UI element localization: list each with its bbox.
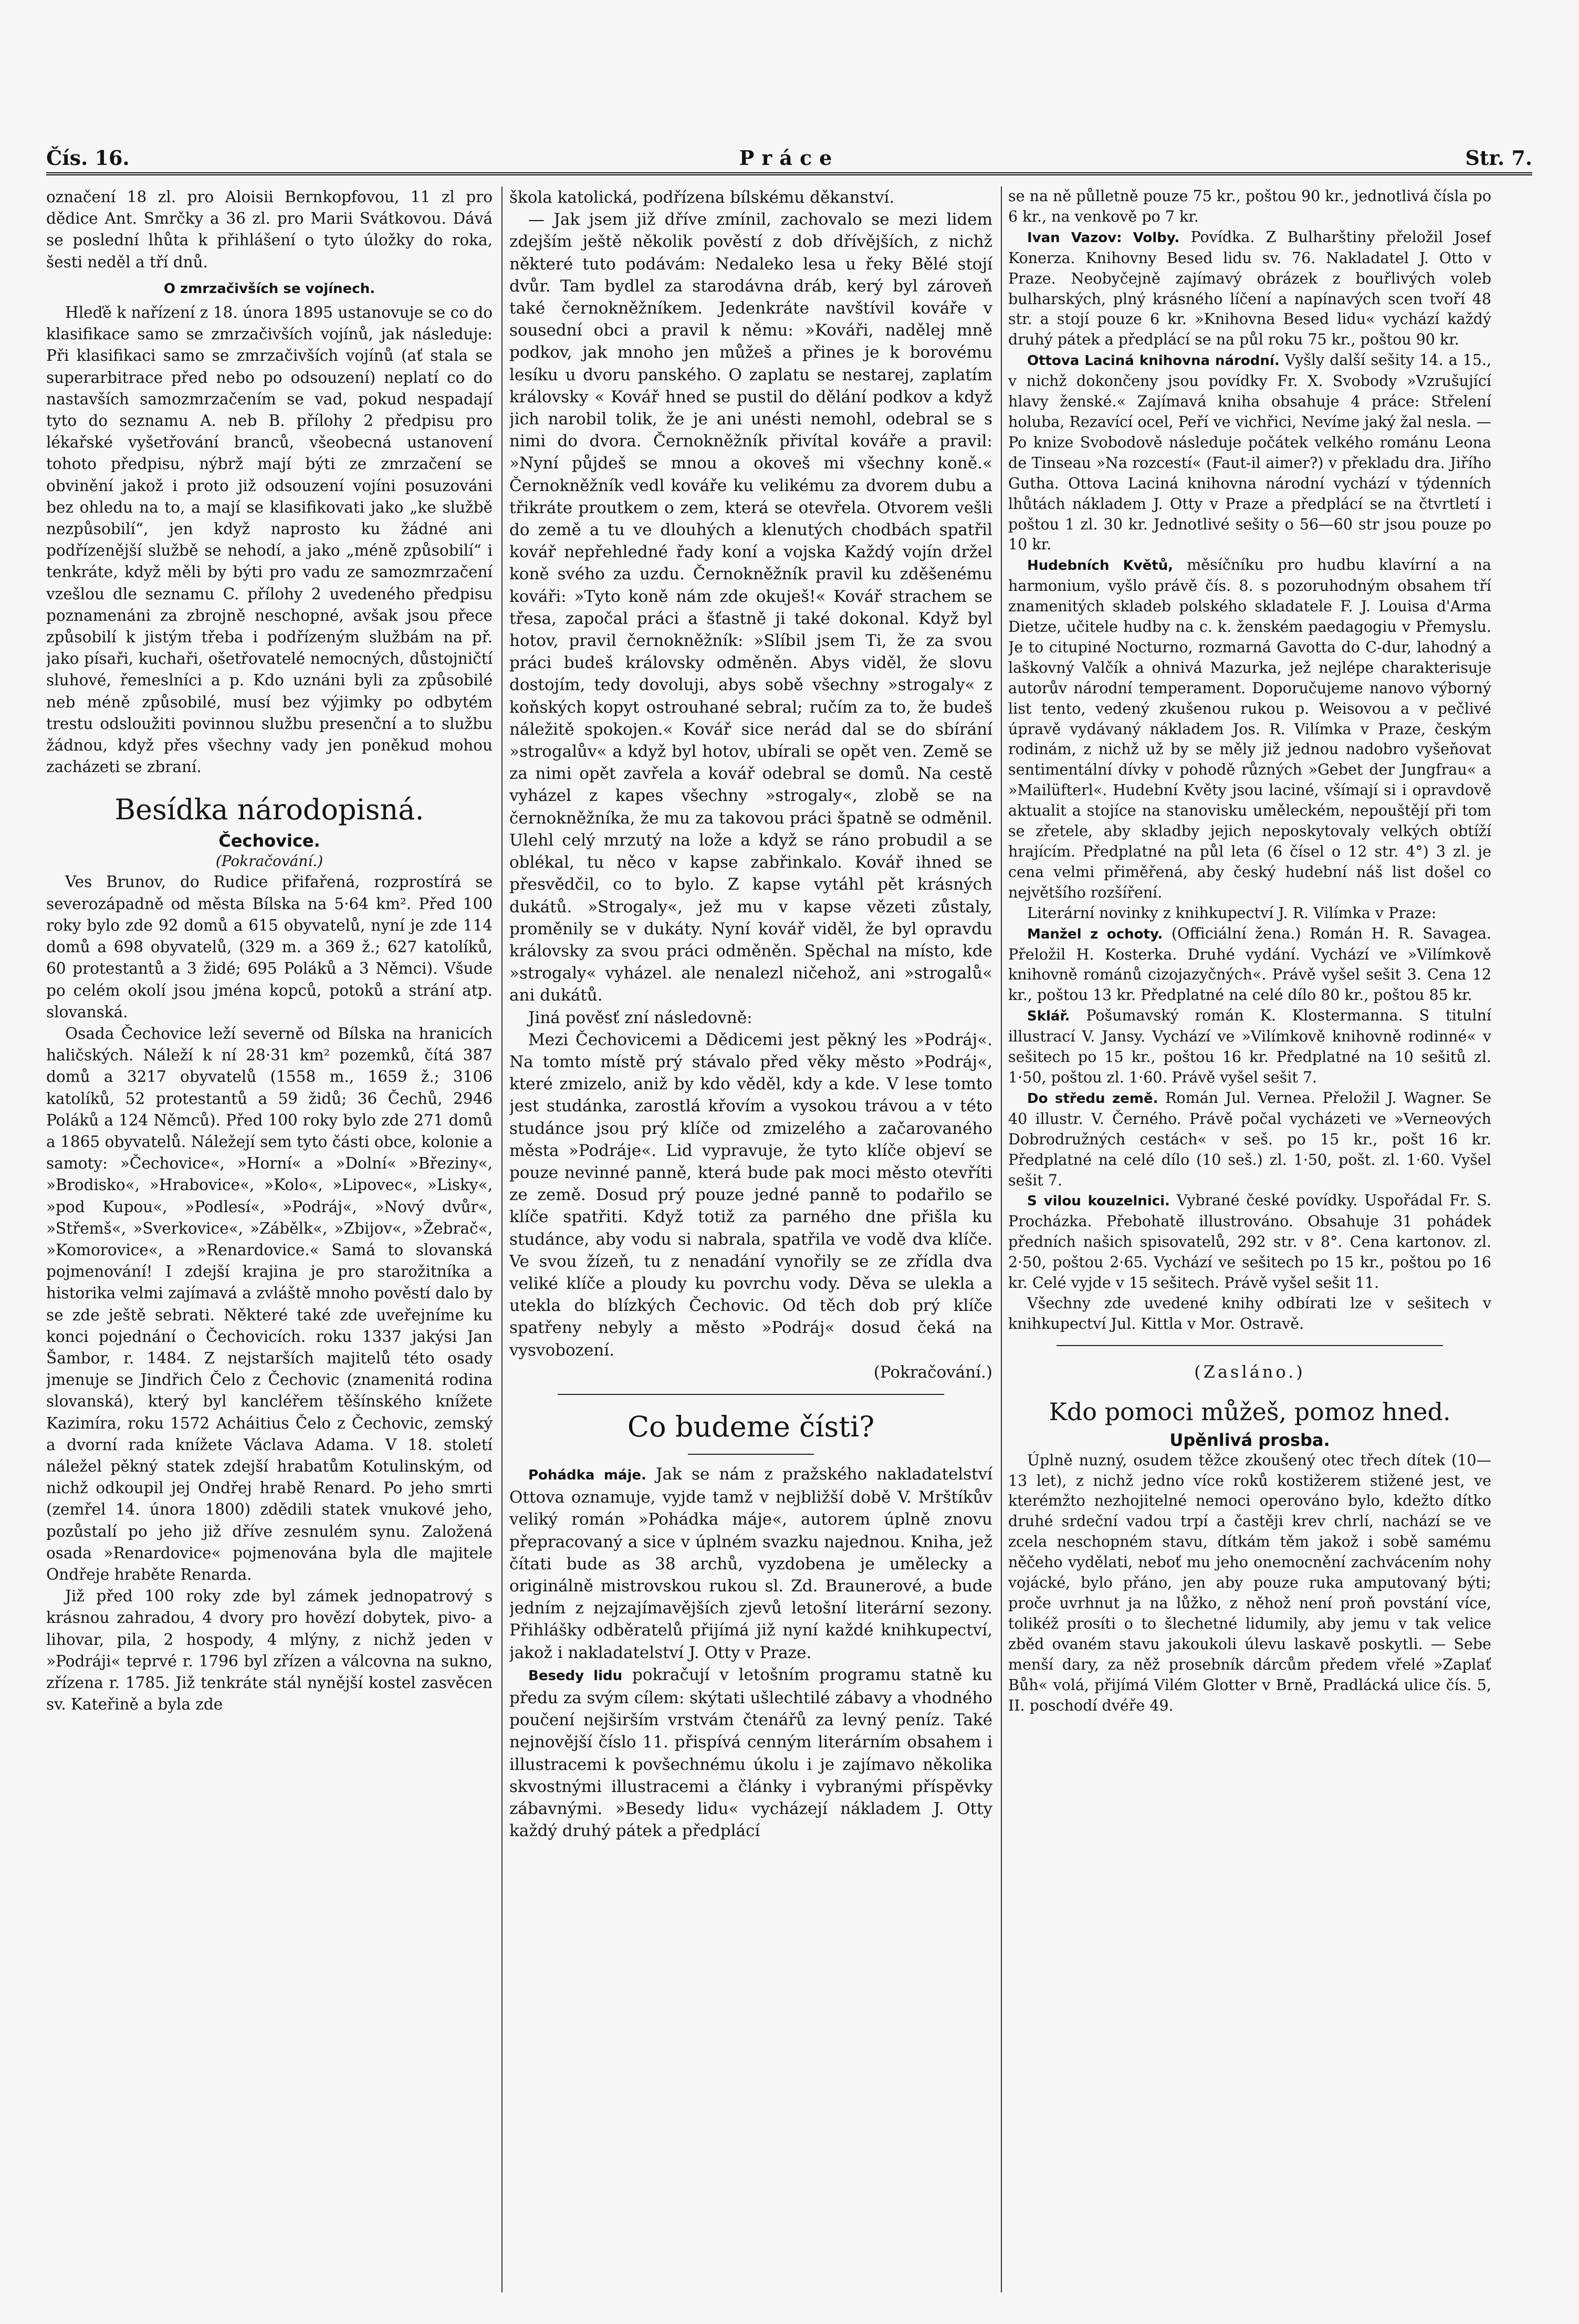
review-title: Pohádka máje. <box>528 1467 646 1483</box>
review-paragraph <box>1008 227 1491 350</box>
continuation-note: (Pokračování.) <box>873 1362 992 1382</box>
page-header <box>46 141 1532 175</box>
continuation-note: (Pokračování.) <box>215 852 323 870</box>
review-text: Pošumavský román K. Klostermanna. S titulní illustrací V. Jansy. Vychází ve »Vilímkově knihovně rodinné« v sešitech po 15 kr., poštou 16 kr. Předplatné na 10 sešitů zl. 1·50, poštou zl. 1·60. Právě vyšel sešit 7. <box>1008 1007 1491 1086</box>
article-paragraph: Jiná pověsť zní následovně: <box>528 1008 752 1027</box>
review-paragraph <box>1008 350 1491 555</box>
article-title: Čechovice. <box>218 831 320 851</box>
review-title: S vilou kouzelnici. <box>1027 1193 1170 1210</box>
review-paragraph: Literární novinky z knihkupectví J. R. Vilímka v Praze: <box>1027 904 1437 922</box>
article-paragraph: označení 18 zl. pro Aloisii Bernkopfovou, 11 zl pro dědice Ant. Smrčky a 36 zl. pro Marii Svátkovou. Dává se poslední lhůta k přihlášení o tyto úložky do roka, šesti neděl a tří dnů. <box>46 188 493 271</box>
article-paragraph: Mezi Čechovicemi a Dědicemi jest pěkný les »Podráj«. Na tomto místě prý stávalo před věky město »Podráj«, které zmizelo, aniž by kdo věděl, kdy a kde. V lese tomto jest studánka, zarostlá křovím a vysokou trávou a v této studánce jsou prý klíče od zmizelého a začarovaného města »Podráje«. Lid vypravuje, že tyto klíče objeví se pouze nevinné panně, která bude pak moci město otevříti ze země. Dosud prý pouze jedné panně to podařilo se klíče spatřiti. Když totiž za parného dne přišla ku studánce, aby vodu si nabrala, spatřila ve vodě dva klíče. Ve svou žízeň, tu z nenadání vynořily se ze zřídla dva veliké klíče a ploudy ku povrchu vody. Děva se ulekla a utekla do blízkých Čechovic. Od těch dob prý klíče spatřeny nebyly a město »Podráj« dosud čeká na vysvobození. <box>509 1030 992 1360</box>
divider <box>688 1454 814 1455</box>
review-text: (Officiální žena.) Román H. R. Savagea. Přeložil H. Kosterka. Druhé vydání. Vychází ve »Vilímkově knihovně románů cizojazyčných«. Právě vyšel sešit 3. Cena 12 kr., poštou 13 kr. Předplatné na celé dílo 80 kr., poštou 85 kr. <box>1008 924 1491 1004</box>
review-title: Besedy lidu <box>528 1668 623 1684</box>
issue-number: Čís. 16. <box>46 146 130 170</box>
column-rule <box>501 186 503 2292</box>
review-title: Do středu země. <box>1027 1090 1158 1107</box>
article-paragraph: Již před 100 roky zde byl zámek jednopatrový s krásnou zahradou, 4 dvory pro hovězí dobytek, pivo- a lihovar, pila, 2 hospody, 4 mlýny, z nichž jeden v »Podráji« teprvé r. 1796 byl zřízen a válcovna na sukno, zřízena r. 1785. Již tenkráte stál nynější kostel zasvěcen sv. Kateřině a byla zde <box>46 1587 493 1714</box>
review-paragraph <box>1008 1006 1491 1088</box>
zaslano-label: (Zasláno.) <box>1194 1361 1305 1382</box>
article-paragraph: Hleďě k nařízení z 18. února 1895 ustanovuje se co do klasifikace samo se zmrzačivších vojínů, jak následuje: Při klasifikaci samo se zmrzačivších vojínů (ať stala se superarbitrace před nebo po odsouzení) neplatí co do nastavších samozmrzačením se vad, pokud nespadají tyto do seznamu A. neb B. přílohy 2 předpisu pro lékařské vyšetřování branců, všeobecná ustanovení tohoto předpisu, nýbrž mají býti ze zmrzačení se obvinění jakož i proto již odsouzení vojíni posuzováni bez ohledu na to, a mají se klasifikovati jako „ke službě nezpůsobilí“, jen když naprosto ku žádné ani podřízenější službě se nehodí, a jako „méně způsobilí“ i tenkráte, když měli by býti pro vadu ze samozmrzačení vzešlou dle seznamu C. přílohy 2 uvedeného předpisu poznamenáni za zbrojně neschopné, avšak jsou přece způsobilí k jistým třeba i podřízeným službám na př. jako písaři, kuchaři, ošetřovatelé nemocných, důstojničtí sluhové, řemeslníci a p. Kdo uznáni byli za způsobilé neb méně způsobilé, musí bez výjimky po odbytém trestu odsloužiti povinnou službu presenční a to službu žádnou, když přes všechny vady jen poněkud mohou zacházeti se zbraní. <box>46 304 493 776</box>
review-text: měsíčníku pro hudbu klavírní a na harmonium, vyšlo právě čís. 8. s pozoruhodným obsahem tří znamenitých skladeb polského skladatele F. J. Louisa d'Arma Dietze, učitele hudby na c. k. ženském paedagogiu v Přemyslu. Je to citupiné Nocturno, rozmarná Gavotta do C-dur, lahodný a laškovný Valčík a ohnivá Mazurka, jež nejlépe charakterisuje autorův národní temperament. Doporučujeme nanovo výborný list tento, vedený zkušenou rukou p. Weisovou a v pečlivé úpravě vydávaný nákladem Jos. R. Vilímka v Praze, českým rodinám, z nichž už by se měly již jednou nadobro vyšeňovat sentimentální dívky v pohodě různých »Gebet der Jungfrau« a »Mailüfterl«. Hudební Květy jsou laciné, všímají si i opravdově aktualit a stojíce na stanovisku uměleckém, nepouštějí při tom se zřetele, aby skladby jejich neposkytovaly velkých obtíží hrajícím. Předplatné na půl leta (6 čísel o 12 str. 4°) 3 zl. je cena velmi přiměřená, aby český hudební náš list došel co největšího rozšíření. <box>1008 556 1491 901</box>
review-text: pokračují v letošním programu statně ku předu za svým cílem: skýtati ušlechtilé zábavy a vhodného poučení nejširším vrstvám čtenářů za levný peníz. Také nejnovější číslo 11. přispívá cenným literárním obsahem i illustracemi k povšechnému úkolu i je zajímavo několika skvostnými illustracemi a články i vybranými příspěvky zábavnými. »Besedy lidu« vycházejí nákladem J. Otty každý druhý pátek a předplácí <box>509 1665 992 1841</box>
column-rule <box>1001 186 1002 2292</box>
column-1 <box>46 186 493 2298</box>
review-text: Vybrané české povídky. Uspořádal Fr. S. Procházka. Přebohatě illustrováno. Obsahuje 31 pohádek předních našich spisovatelů, 292 str. v 8°. Cena kartonov. zl. 2·50, poštou 2·65. Vychází ve sešitech po 15 kr., poštou po 16 kr. Celé vyjde v 15 sešitech. Právě vyšel sešit 11. <box>1008 1192 1491 1292</box>
article-title: Upěnlivá prosba. <box>1169 1430 1330 1450</box>
review-text: Vyšly další sešity 14. a 15., v nichž dokončeny jsou povídky Fr. X. Svobody »Vzrušující hlavy ženské.« Zajímavá kniha obsahuje 4 práce: Střelení holuba, Rezavící ocel, Peří ve vichřici, Nevíme jaký žal nesla. — Po knize Svobodově následuje počátek velkého románu Leona de Tinseau »Na rozcestí« (Faut-il aimer?) v překladu dra. Jiřího Gutha. Ottova Laciná knihovna národní vychází v týdenních lhůtách nákladem J. Otty v Praze a předplácí se na čtvrtletí i poštou 1 zl. 30 kr. Jednotlivé sešity o 56—60 str jsou pouze po 10 kr. <box>1008 351 1491 554</box>
page-number: Str. 7. <box>1465 146 1532 170</box>
article-paragraph: — Jak jsem již dříve zmínil, zachovalo se mezi lidem zdejším ještě několik pověstí z dob dřívějších, z nichž některé tuto podávám: Nedaleko lesa u řeky Bělé stojí dvůr. Tam bydlel za starodávna dráb, kerý byl zároveň také černokněžníkem. Jedenkráte navštívil kováře v sousední obci a pravil k němu: »Kováři, nadělej mně podkov, jak mnoho jen můžeš a přines je k borovému lesíku u dvoru panského. O zaplatu se nestarej, zaplatím královsky « Kovář hned se pustil do dělání podkov a když jich narobil tolik, že je ani unésti nemohl, odebral se s nimi do dvora. Černokněžník přivítal kováře a pravil: »Nyní půjdeš se mnou a okoveš mi všechny koně.« Černokněžník vedl kováře ku velikému za dvorem dubu a třikráte proutkem o zem, která se otevřela. Otvorem vešli do země a tu ve dlouhých a klenutých chodbách spatřil kovář nepřehledné řady koní a vojska Každý vojín držel koně svého za uzdu. Černokněžník pravil ku zděšenému kováři: »Tyto koně nám zde okuješ!« Kovář strachem se třesa, započal práci a šťastně ji také dokonal. Když byl hotov, pravil černokněžník: »Slíbil jsem Ti, že za svou práci budeš královsky odměněn. Abys viděl, že slovu dostojím, tedy dovoluji, abys sobě všechny »strogaly« z koňských kopyt ostrouhané sebral; ručím za to, že budeš náležitě spokojen.« Kovář sice nerád dal se do sbírání »strogalův« a když byl hotov, ubírali se opět ven. Země se za nimi opět zavřela a kovář odebral se domů. Na cestě vyházel z kapes všechny »strogaly«, zlobě se na černokněžníka, že mu za takovou práci špatně se odměnil. Ulehl celý mrzutý na lože a když se ráno probudil a se oblékal, tu něco v kapse zabřinkalo. Kovář ihned se přesvědčil, co to bylo. Z kapse vytáhl pět krásných dukátů. »Strogaly«, jež mu v kapse vězeti zůstaly, proměnily se v dukáty. Nyní kovář viděl, že byl opravdu královsky za svou práci odměněn. Spěchal na místo, kde »strogaly« vyházel. ale nenalezl ničehož, ani »strogalů« ani dukátů. <box>509 210 992 1005</box>
review-paragraph <box>1008 924 1491 1006</box>
review-title: Sklář. <box>1027 1008 1070 1025</box>
section-heading: Besídka národopisná. <box>114 793 424 827</box>
review-paragraph <box>1008 1088 1491 1191</box>
review-paragraph <box>1008 1191 1491 1294</box>
review-title: Ivan Vazov: Volby. <box>1027 230 1180 246</box>
review-title: Ottova Laciná knihovna národní. <box>1027 353 1280 369</box>
column-3 <box>1008 186 1491 2298</box>
divider <box>1057 1345 1443 1346</box>
article-paragraph: Ves Brunov, do Rudice přifařená, rozprostírá se severozápadně od města Bílska na 5·64 km². Před 100 roky bylo zde 92 domů a 615 obyvatelů, nyní je zde 114 domů a 698 obyvatelů, (329 m. a 369 ž.; 627 katolíků, 60 protestantů a 3 židé; 695 Poláků a 3 Němci). Všude po celém okolí jsou jména kopců, potoků a strání atp. slovanská. <box>46 873 493 1021</box>
article-paragraph: Úplně nuzný, osudem těžce zkoušený otec třech dítek (10—13 let), z nichž jedno více roků kostižerem stižené jest, ve kterémžto nezhojitelné nemoci operováno bylo, kdežto dítko druhé srdeční vadou trpí a častěji krev chrlí, nachází se ve zcela neschopném stavu, dítkám těm jakož i sobě samému něčeho vydělati, neboť mu jeho onemocnění zachvácením nohy vojácké, bylo přáno, jen aby pouze ruka amputovaný býti; proče uvrhnut ja na lůžko, z něhož není proň povstání více, tolikéž prosíti o to šlechetné lidumily, aby jemu v tak velice zběd ovaném stavu jakoukoli úlevu laskavě poskytli. — Sebe menší dary, za něž prosebník dárcům předem vřelé »Zaplať Bůh« volá, přijímá Vilém Glotter v Brně, Pradlácká ulice čís. 5, II. poschodí dvéře 49. <box>1008 1451 1491 1714</box>
section-subheading: O zmrzačivších se vojínech. <box>163 280 375 297</box>
review-text: Povídka. Z Bulharštiny přeložil Josef Konerza. Knihovny Besed lidu sv. 76. Nakladatel J. Otto v Praze. Neobyčejně zajímavý obrázek z bouřlivých voleb bulharských, plný krásného líčení a napínavých scen tvoří 48 str. a stojí pouze 6 kr. »Knihovna Besed lidu« vychází každý druhý pátek a předplácí se na půl roku 75 kr., poštou 90 kr. <box>1008 228 1491 349</box>
review-paragraph <box>509 1664 992 1842</box>
review-text: Román Jul. Vernea. Přeložil J. Wagner. Se 40 illustr. V. Černého. Právě počal vycházeti ve »Verneových Dobrodružných cestách« v seš. po 15 kr., pošt 16 kr. Předplatné na celé dílo (10 seš.) zl. 1·50, pošt. zl. 1·60. Vyšel sešit 7. <box>1008 1089 1491 1189</box>
section-heading: Co budeme čísti? <box>627 1410 875 1443</box>
review-text: Jak se nám z pražského nakladatelství Ottova oznamuje, vyjde tamž v nejbližší době V. Mrštíkův veliký román »Pohádka máje«, autorem úplně znovu přepracovaný a sice v úplném svazku najednou. Kniha, jež čítati bude as 38 archů, vyzdobena je umělecky a originálně mistrovskou rukou sl. Zd. Braunerové, a bude jedním z nejzajímavějších zjevů letošní literární sezony. Přihlášky odběratelů přijímá již nyní každé knihkupectví, jakož i nakladatelství J. Otty v Praze. <box>509 1464 992 1662</box>
article-paragraph: škola katolická, podřízena bílskému děkanství. <box>509 188 895 207</box>
review-paragraph <box>509 1463 992 1664</box>
article-paragraph: Osada Čechovice leží severně od Bílska na hranicích haličských. Náleží k ní 28·31 km² pozemků, čítá 387 domů a 3217 obyvatelů (1558 m., 1659 ž.; 3106 katolíků, 52 protestantů a 59 židů; 36 Čechů, 2946 Poláků a 124 Němců). Před 100 roky bylo zde 271 domů a 1865 obyvatelů. Náležejí sem tyto části obce, kolonie a samoty: »Čechovice«, »Horní« a »Dolní« »Březiny«, »Brodisko«, »Hrabovice«, »Kolo«, »Lipovec«, »Lisky«, »pod Kupou«, »Podlesí«, »Podráj«, »Nový dvůr«, »Střemš«, »Sverkovice«, »Zábělk«, »Zbijov«, »Žebrač«, »Komorovice«, a »Renardovice.« Samá to slovanská pojmenování! I zdejší krajina je pro starožitníka a historika velmi zajímavá a zvláště mnoho pověstí dalo by se zde ještě sebrati. Některé také zde uveřejníme ku konci pojednání o Čechovicích. roku 1337 jakýsi Jan Šambor, r. 1484. Z nejstarších majitelů této osady jmenuje se Jindřich Čelo z Čechovic (znamenitá rodina slovanská), který byl kancléřem těšínského knížete Kazimíra, roku 1572 Acháitius Čelo z Čechovic, zemský a dvorní rada knížete Václava Adama. V 18. století náležel pěkný statek zdejší hrabatům Kotulinským, od nichž odkoupil jej Ondřej hrabě Renard. Po jeho smrti (zemřel 14. února 1800) zdědili statek vnukové jeho, pozůstalí po jeho již dříve zesnulém synu. Založená osada »Renardovice« pojmenována byla dle majitele Ondřeje hraběte Renarda. <box>46 1024 493 1583</box>
review-paragraph: se na ně půlletně pouze 75 kr., poštou 90 kr., jednotlivá čísla po 6 kr., na venkově po 7 kr. <box>1008 187 1491 225</box>
review-title: Hudebních Květů, <box>1027 558 1174 574</box>
divider <box>558 1394 944 1395</box>
column-2 <box>509 186 992 2298</box>
newspaper-title: Práce <box>739 146 840 170</box>
review-paragraph <box>1008 555 1491 903</box>
section-heading: Kdo pomoci můžeš, pomoz hned. <box>1049 1397 1451 1426</box>
review-paragraph: Všechny zde uvedené knihy odbírati lze v sešitech v knihkupectví Jul. Kittla v Mor. Ostravě. <box>1008 1294 1491 1332</box>
review-title: Manžel z ochoty. <box>1027 926 1163 942</box>
